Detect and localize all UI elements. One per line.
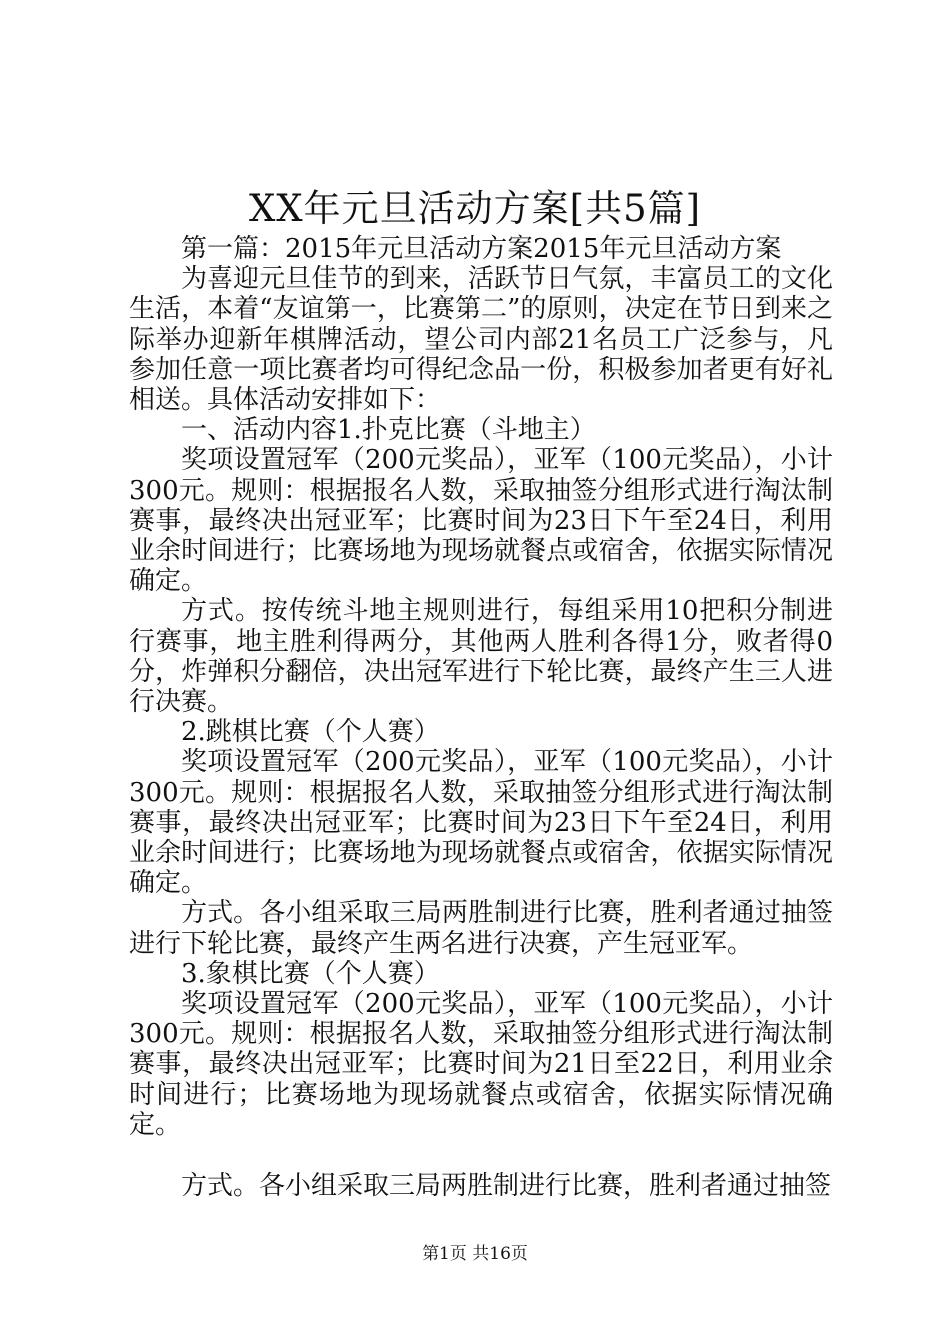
paragraph-checkers-method: 方式。各小组采取三局两胜制进行比赛，胜利者通过抽签进行下轮比赛，最终产生两名进行决赛，产生冠亚军。 bbox=[129, 898, 833, 959]
paragraph-activity-checkers: 2.跳棋比赛（个人赛） bbox=[181, 717, 440, 748]
paragraph-activity-poker: 一、活动内容1.扑克比赛（斗地主） bbox=[181, 415, 596, 446]
paragraph-poker-method: 方式。按传统斗地主规则进行，每组采用10把积分制进行赛事，地主胜利得两分，其他两人胜利各得1分，败者得0分，炸弹积分翻倍，决出冠军进行下轮比赛，最终产生三人进行决赛。 bbox=[129, 596, 833, 718]
document-body bbox=[129, 234, 833, 1201]
paragraph-activity-chess: 3.象棋比赛（个人赛） bbox=[181, 958, 440, 989]
paragraph-section-heading: 第一篇：2015年元旦活动方案2015年元旦活动方案 bbox=[181, 234, 782, 264]
document-title: XX年元旦活动方案[共5篇] bbox=[248, 187, 702, 230]
paragraph-poker-prizes: 奖项设置冠军（200元奖品），亚军（100元奖品），小计300元。规则：根据报名人数，采取抽签分组形式进行淘汰制赛事，最终决出冠亚军；比赛时间为23日下午至24日，利用业余时间进行；比赛场地为现场就餐点或宿舍，依据实际情况确定。 bbox=[129, 445, 833, 597]
paragraph-chess-prizes: 奖项设置冠军（200元奖品），亚军（100元奖品），小计300元。规则：根据报名人数，采取抽签分组形式进行淘汰制赛事，最终决出冠亚军；比赛时间为21日至22日，利用业余时间进行；比赛场地为现场就餐点或宿舍，依据实际情况确定。 bbox=[129, 989, 833, 1140]
paragraph-checkers-prizes: 奖项设置冠军（200元奖品），亚军（100元奖品），小计300元。规则：根据报名人数，采取抽签分组形式进行淘汰制赛事，最终决出冠亚军；比赛时间为23日下午至24日，利用业余时间进行；比赛场地为现场就餐点或宿舍，依据实际情况确定。 bbox=[129, 747, 833, 899]
paragraph-chess-method: 方式。各小组采取三局两胜制进行比赛，胜利者通过抽签 bbox=[181, 1171, 832, 1202]
paragraph-intro: 为喜迎元旦佳节的到来，活跃节日气氛，丰富员工的文化生活，本着“友谊第一，比赛第二”的原则，决定在节日到来之际举办迎新年棋牌活动，望公司内部21名员工广泛参与，凡参加任意一项比赛者均可得纪念品一份，积极参加者更有好礼相送。具体活动安排如下： bbox=[129, 264, 833, 416]
page-footer: 第1页 共16页 bbox=[422, 1244, 528, 1264]
